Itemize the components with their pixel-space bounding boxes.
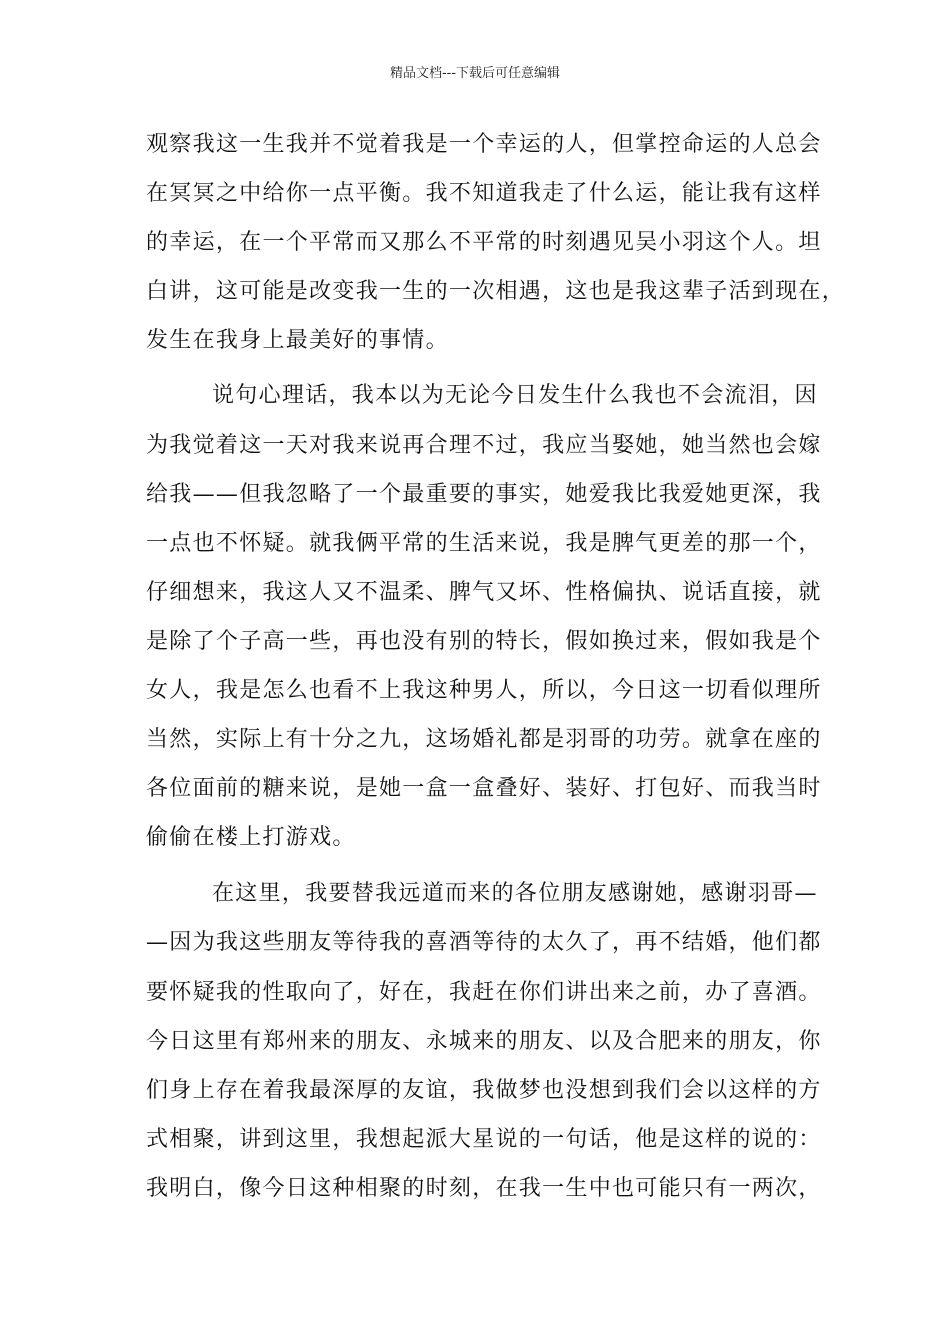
text-line: 当然，实际上有十分之九，这场婚礼都是羽哥的功劳。就拿在座的 <box>146 727 822 752</box>
text-line: —因为我这些朋友等待我的喜酒等待的太久了，再不结婚，他们都 <box>146 930 822 955</box>
text-line: 一点也不怀疑。就我俩平常的生活来说，我是脾气更差的那一个， <box>146 531 822 556</box>
text-line: 说句心理话，我本以为无论今日发生什么我也不会流泪，因 <box>212 383 818 408</box>
text-line: 式相聚，讲到这里，我想起派大星说的一句话，他是这样的说的： <box>146 1127 822 1152</box>
text-line: 白讲，这可能是改变我一生的一次相遇，这也是我这辈子活到现在， <box>146 279 846 304</box>
text-line: 今日这里有郑州来的朋友、永城来的朋友、以及合肥来的朋友，你 <box>146 1029 822 1054</box>
text-line: 女人，我是怎么也看不上我这种男人，所以，今日这一切看似理所 <box>146 678 822 703</box>
text-line: 我明白，像今日这种相聚的时刻，在我一生中也可能只有一两次， <box>146 1176 822 1201</box>
text-line: 各位面前的糖来说，是她一盒一盒叠好、装好、打包好、而我当时 <box>146 776 822 801</box>
text-line: 发生在我身上最美好的事情。 <box>146 328 449 353</box>
text-line: 是除了个子高一些，再也没有别的特长，假如换过来，假如我是个 <box>146 629 822 654</box>
text-line: 要怀疑我的性取向了，好在，我赶在你们讲出来之前，办了喜酒。 <box>146 980 822 1005</box>
text-line: 们身上存在着我最深厚的友谊，我做梦也没想到我们会以这样的方 <box>146 1078 822 1103</box>
text-line: 在这里，我要替我远道而来的各位朋友感谢她，感谢羽哥— <box>212 881 818 906</box>
text-line: 偷偷在楼上打游戏。 <box>146 825 356 850</box>
text-line: 仔细想来，我这人又不温柔、脾气又坏、性格偏执、说话直接，就 <box>146 580 822 605</box>
text-line: 观察我这一生我并不觉着我是一个幸运的人，但掌控命运的人总会 <box>146 132 822 157</box>
page-header: 精品文档---下载后可任意编辑 <box>389 66 561 81</box>
text-line: 的幸运，在一个平常而又那么不平常的时刻遇见吴小羽这个人。坦 <box>146 230 822 255</box>
text-line: 为我觉着这一天对我来说再合理不过，我应当娶她，她当然也会嫁 <box>146 433 822 458</box>
text-line: 给我——但我忽略了一个最重要的事实，她爱我比我爱她更深，我 <box>146 482 822 507</box>
text-line: 在冥冥之中给你一点平衡。我不知道我走了什么运，能让我有这样 <box>146 181 822 206</box>
